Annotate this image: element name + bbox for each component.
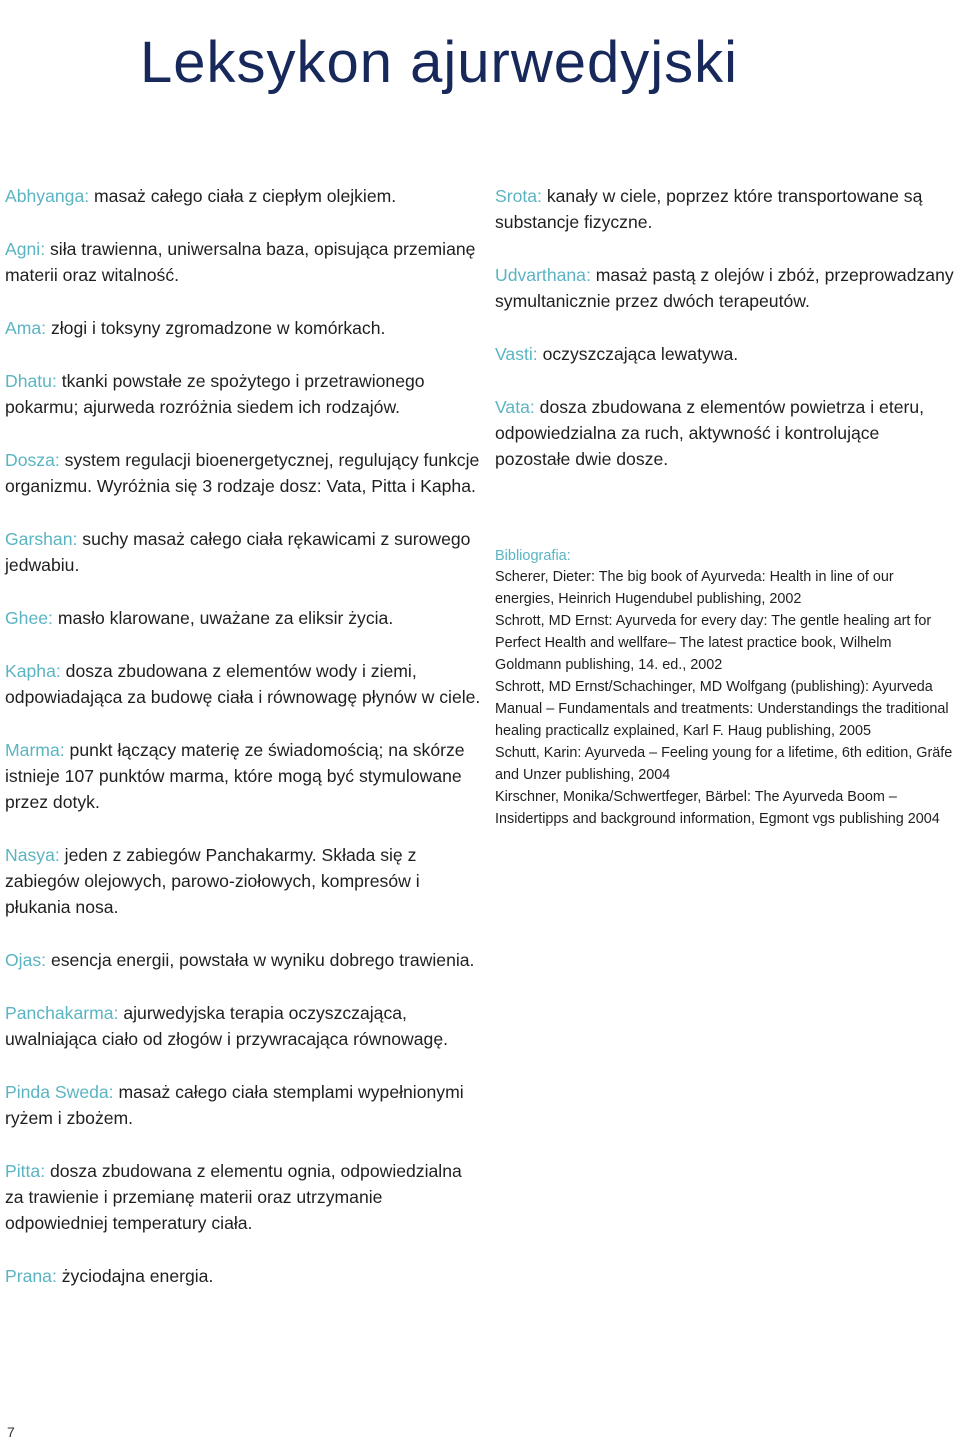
glossary-entry: [495, 394, 955, 472]
glossary-definition: masaż pastą z olejów i zbóż, przeprowadzany symultanicznie przez dwóch terapeutów.: [495, 265, 954, 311]
bibliography-item: Schutt, Karin: Ayurveda – Feeling young for a lifetime, 6th edition, Gräfe and Unzer publishing, 2004: [495, 745, 953, 783]
glossary-left-column: [5, 183, 483, 1316]
glossary-entry: [5, 947, 483, 973]
glossary-term: Vata:: [495, 397, 535, 417]
glossary-definition: punkt łączący materię ze świadomością; na skórze istnieje 107 punktów marma, które mogą być stymulowane przez dotyk.: [5, 740, 465, 812]
glossary-term: Srota:: [495, 186, 542, 206]
glossary-definition: dosza zbudowana z elementów powietrza i eteru, odpowiedzialna za ruch, aktywność i kontrolujące pozostałe dwie dosze.: [495, 397, 925, 469]
glossary-term: Ojas:: [5, 950, 47, 970]
glossary-entry: [495, 341, 955, 367]
glossary-definition: system regulacji bioenergetycznej, regulujący funkcje organizmu. Wyróżnia się 3 rodzaje dosz: Vata, Pitta i Kapha.: [5, 450, 480, 496]
glossary-definition: złogi i toksyny zgromadzone w komórkach.: [50, 318, 386, 338]
glossary-entry: [5, 368, 483, 420]
glossary-term: Vasti:: [495, 344, 538, 364]
bibliography-item: Schrott, MD Ernst: Ayurveda for every day: The gentle healing art for Perfect Health and wellfare– The latest practice book, Wilhelm Goldmann publishing, 14. ed., 2002: [495, 613, 932, 673]
glossary-entry: [5, 737, 483, 815]
glossary-definition: życiodajna energia.: [61, 1266, 214, 1286]
glossary-entry: [5, 658, 483, 710]
glossary-definition: jeden z zabiegów Panchakarmy. Składa się z zabiegów olejowych, parowo-ziołowych, kompresów i płukania nosa.: [5, 845, 420, 917]
glossary-entry: [495, 183, 955, 235]
glossary-term: Panchakarma:: [5, 1003, 119, 1023]
glossary-definition: esencja energii, powstała w wyniku dobrego trawienia.: [50, 950, 475, 970]
bibliography-item: Schrott, MD Ernst/Schachinger, MD Wolfgang (publishing): Ayurveda Manual – Fundamentals and treatments: Understandings the traditional healing practicallz explained, Karl F. Haug publishing, 2005: [495, 679, 949, 739]
glossary-entry: [5, 605, 483, 631]
glossary-term: Marma:: [5, 740, 65, 760]
glossary-term: Kapha:: [5, 661, 61, 681]
glossary-right-column: [495, 183, 955, 830]
glossary-entry: [5, 447, 483, 499]
glossary-term: Dhatu:: [5, 371, 57, 391]
glossary-term: Nasya:: [5, 845, 60, 865]
glossary-term: Ama:: [5, 318, 47, 338]
glossary-definition: ajurwedyjska terapia oczyszczająca, uwalniająca ciało od złogów i przywracająca równowagę.: [5, 1003, 449, 1049]
glossary-definition: tkanki powstałe ze spożytego i przetrawionego pokarmu; ajurweda rozróżnia siedem ich rodzajów.: [5, 371, 425, 417]
page-title: Leksykon ajurwedyjski: [140, 29, 739, 95]
bibliography-heading: Bibliografia:: [495, 548, 571, 564]
glossary-definition: oczyszczająca lewatywa.: [542, 344, 739, 364]
glossary-definition: dosza zbudowana z elementu ognia, odpowiedzialna za trawienie i przemianę materii oraz utrzymanie odpowiedniej temperatury ciała.: [5, 1161, 462, 1233]
glossary-definition: masaż całego ciała z ciepłym olejkiem.: [94, 186, 397, 206]
glossary-term: Prana:: [5, 1266, 57, 1286]
bibliography-item: Scherer, Dieter: The big book of Ayurveda: Health in line of our energies, Heinrich Hugendubel publishing, 2002: [495, 569, 894, 607]
glossary-entry: [5, 1079, 483, 1131]
bibliography-item: Kirschner, Monika/Schwertfeger, Bärbel: The Ayurveda Boom – Insidertipps and background information, Egmont vgs publishing 2004: [495, 789, 940, 827]
glossary-entry: [5, 1263, 483, 1289]
glossary-entry: [5, 526, 483, 578]
page-number: 7: [7, 1424, 15, 1440]
glossary-definition: dosza zbudowana z elementów wody i ziemi, odpowiadająca za budowę ciała i równowagę płynów w ciele.: [5, 661, 481, 707]
glossary-definition: siła trawienna, uniwersalna baza, opisująca przemianę materii oraz witalność.: [5, 239, 476, 285]
glossary-definition: masaż całego ciała stemplami wypełnionymi ryżem i zbożem.: [5, 1082, 464, 1128]
glossary-term: Pinda Sweda:: [5, 1082, 114, 1102]
glossary-term: Ghee:: [5, 608, 53, 628]
glossary-term: Pitta:: [5, 1161, 46, 1181]
glossary-entry: [495, 262, 955, 314]
glossary-entry: [5, 842, 483, 920]
glossary-term: Garshan:: [5, 529, 78, 549]
glossary-term: Abhyanga:: [5, 186, 90, 206]
glossary-entry: [5, 1000, 483, 1052]
glossary-entry: [5, 183, 483, 209]
glossary-term: Udvarthana:: [495, 265, 591, 285]
glossary-term: Agni:: [5, 239, 46, 259]
glossary-definition: kanały w ciele, poprzez które transportowane są substancje fizyczne.: [495, 186, 923, 232]
glossary-entry: [5, 236, 483, 288]
glossary-definition: suchy masaż całego ciała rękawicami z surowego jedwabiu.: [5, 529, 471, 575]
glossary-term: Dosza:: [5, 450, 60, 470]
glossary-definition: masło klarowane, uważane za eliksir życia.: [57, 608, 394, 628]
glossary-entry: [5, 315, 483, 341]
glossary-entry: [5, 1158, 483, 1236]
